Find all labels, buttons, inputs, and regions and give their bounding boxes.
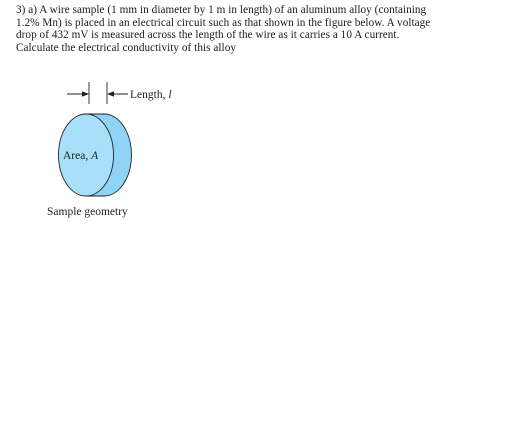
left-arrow-icon: [67, 91, 89, 96]
length-label: Length, l: [130, 89, 172, 101]
right-arrow-icon: [107, 91, 128, 96]
area-label: Area, A: [63, 150, 99, 162]
problem-line-3: drop of 432 mV is measured across the length of the wire as it carries a 10 A current.: [16, 29, 400, 42]
problem-line-4: Calculate the electrical conductivity of this alloy: [16, 41, 237, 54]
figure-caption: Sample geometry: [47, 206, 128, 218]
problem-line-1: 3) a) A wire sample (1 mm in diameter by 1 m in length) of an aluminum alloy (containing: [16, 4, 427, 16]
problem-line-2: 1.2% Mn) is placed in an electrical circuit such as that shown in the figure below. A voltage: [16, 16, 431, 29]
